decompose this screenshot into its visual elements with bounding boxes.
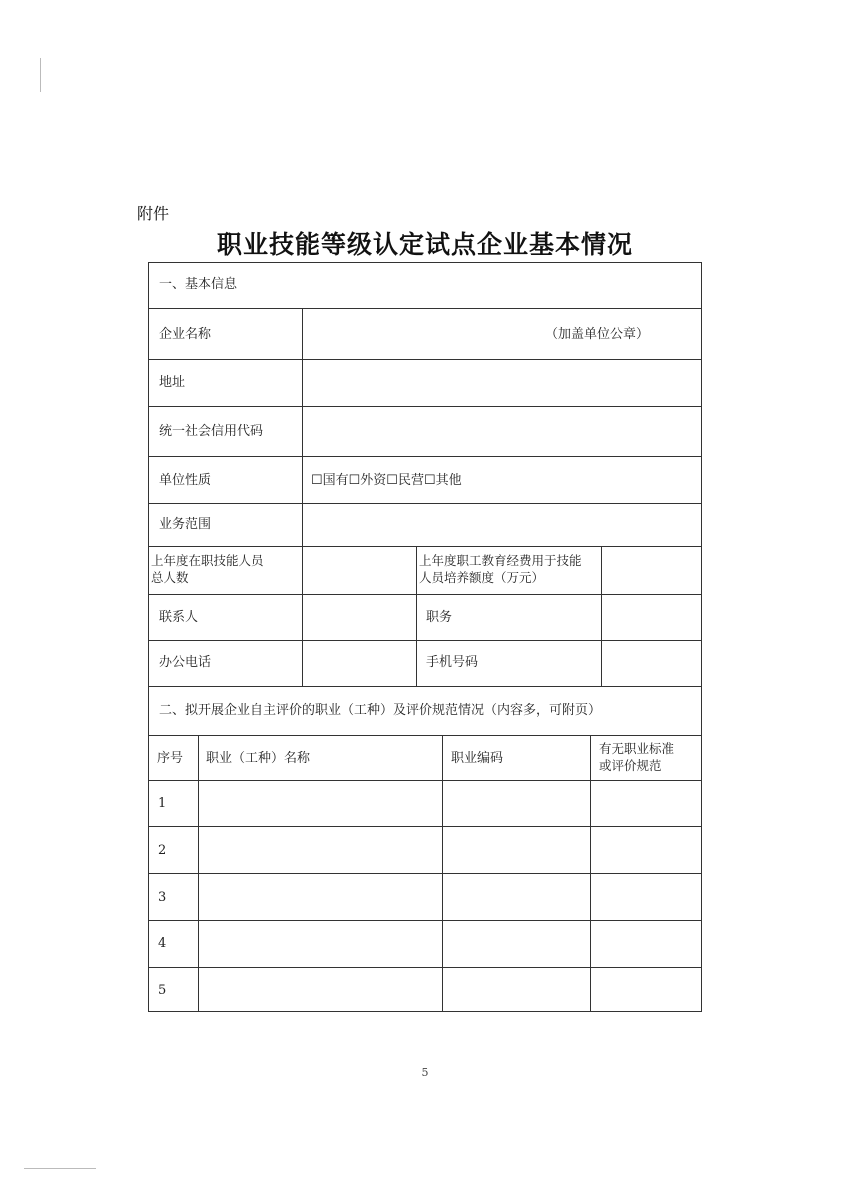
skilled-staff-label-line2: 总人数 — [151, 570, 189, 585]
row-number: 5 — [158, 983, 167, 998]
unit-nature-label: 单位性质 — [159, 473, 212, 488]
section1-heading: 一、基本信息 — [159, 277, 238, 292]
row-number: 1 — [158, 796, 167, 811]
skilled-staff-field[interactable] — [303, 547, 416, 594]
form-table — [148, 262, 702, 1012]
office-phone-label: 办公电话 — [159, 655, 212, 670]
business-scope-label: 业务范围 — [159, 517, 212, 532]
position-label: 职务 — [426, 610, 453, 625]
contact-field[interactable] — [303, 595, 416, 640]
col-header-no: 序号 — [157, 751, 184, 766]
skilled-staff-label-line1: 上年度在职技能人员 — [151, 553, 264, 568]
training-fund-field[interactable] — [602, 547, 701, 594]
training-fund-label-line1: 上年度职工教育经费用于技能 — [419, 553, 582, 568]
credit-code-field[interactable] — [303, 407, 701, 456]
unit-nature-options[interactable]: ☐国有☐外资☐民营☐其他 — [311, 473, 462, 488]
page-number: 5 — [421, 1066, 429, 1079]
mobile-field[interactable] — [602, 641, 701, 686]
seal-note: （加盖单位公章） — [545, 327, 650, 342]
attachment-label: 附件 — [137, 204, 170, 223]
address-label: 地址 — [159, 375, 186, 390]
position-field[interactable] — [602, 595, 701, 640]
training-fund-label-line2: 人员培养额度（万元） — [419, 570, 545, 585]
business-scope-field[interactable] — [303, 504, 701, 546]
credit-code-label: 统一社会信用代码 — [159, 424, 264, 439]
section2-heading: 二、拟开展企业自主评价的职业（工种）及评价规范情况（内容多，可附页） — [159, 703, 602, 718]
contact-label: 联系人 — [159, 610, 199, 625]
mobile-label: 手机号码 — [426, 655, 479, 670]
form-title: 职业技能等级认定试点企业基本情况 — [216, 230, 633, 259]
col-header-standard-line2: 或评价规范 — [599, 758, 662, 773]
address-field[interactable] — [303, 360, 701, 406]
scan-artifact — [24, 1168, 96, 1169]
row-number: 2 — [158, 843, 167, 858]
office-phone-field[interactable] — [303, 641, 416, 686]
row-number: 4 — [158, 936, 167, 951]
company-name-label: 企业名称 — [159, 327, 212, 342]
scan-artifact — [40, 58, 41, 92]
col-header-code: 职业编码 — [451, 751, 504, 766]
row-number: 3 — [158, 890, 167, 905]
col-header-standard-line1: 有无职业标准 — [599, 741, 675, 756]
col-header-name: 职业（工种）名称 — [206, 751, 311, 766]
